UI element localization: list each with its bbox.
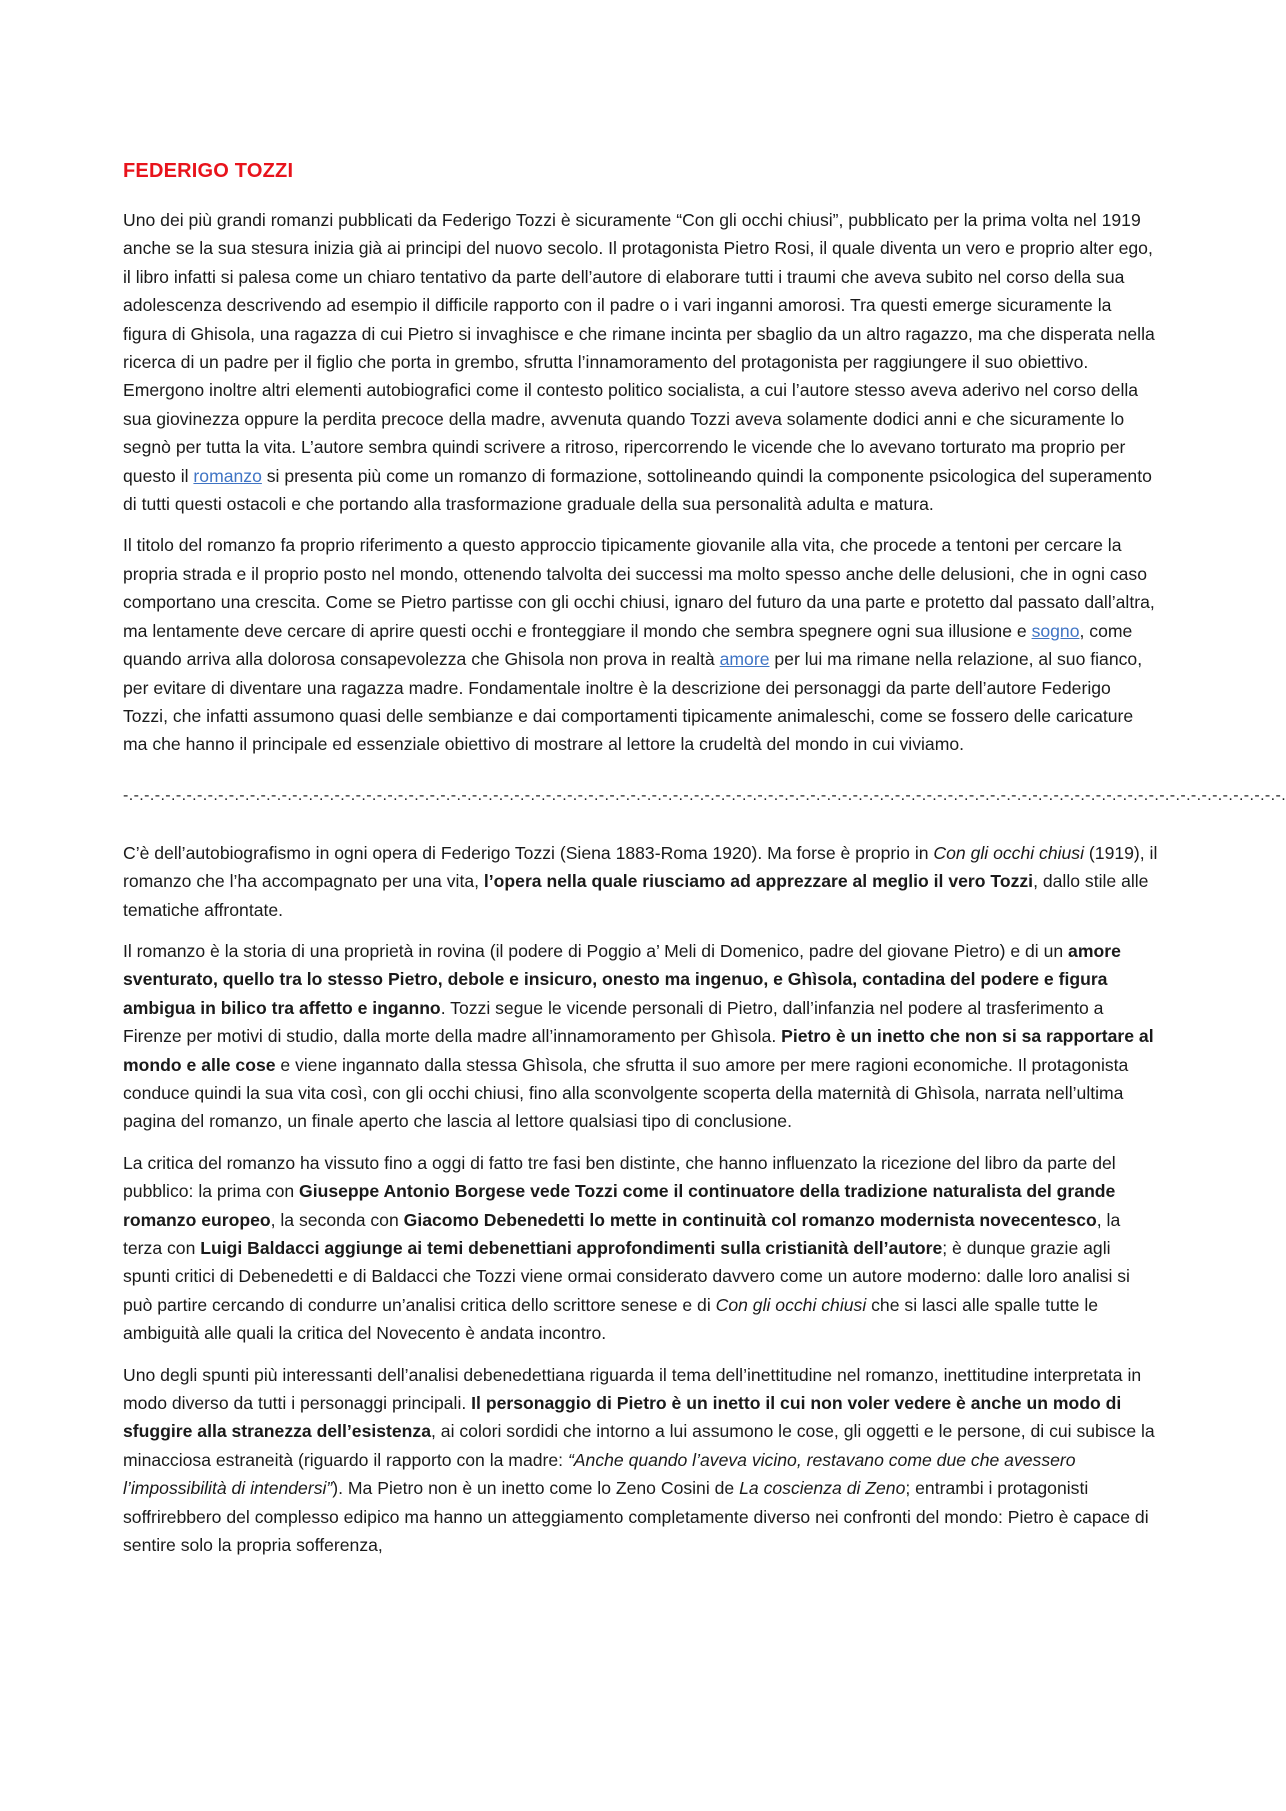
bold-text: Il personaggio di Pietro è un inetto il cui non voler vedere è anche un modo di sfuggire alla stranezza dell’esistenza (123, 1393, 1122, 1442)
text-span: , la seconda con (270, 1209, 404, 1230)
text-span: che si lasci alle spalle tutte le ambiguità alle quali la critica del Novecento è andata incontro. (123, 1294, 1099, 1344)
text-span: Uno degli spunti più interessanti dell’analisi debenedettiana riguarda il tema dell’inettitudine nel romanzo, inettitudine interpretata in modo diverso da tutti i personaggi principali. (123, 1364, 1142, 1414)
text-span: Uno dei più grandi romanzi pubblicati da Federigo Tozzi è sicuramente “Con gli occhi chiusi”, pubblicato per la prima volta nel 1919 anche se la sua stesura inizia già ai principi del nuovo secolo. Il protagonista Pietro Rosi, il quale diventa un vero e proprio alter ego, il libro infatti si palesa come un chiaro tentativo da parte dell’autore di elaborare tutti i traumi che aveva subito nel corso della sua adolescenza descrivendo ad esempio il difficile rapporto con il padre o i vari inganni amorosi. Tra questi emerge sicuramente la figura di Ghisola, una ragazza di cui Pietro si invaghisce e che rimane incinta per sbaglio da un altro ragazzo, ma che disperata nella ricerca di un padre per il figlio che porta in grembo, sfrutta l’innamoramento del protagonista per raggiungere il suo obiettivo. Emergono inoltre altri elementi autobiografici come il contesto politico socialista, a cui l’autore stesso aveva aderivo nel corso della sua giovinezza oppure la perdita precoce della madre, avvenuta quando Tozzi aveva solamente dodici anni e che sicuramente lo segnò per tutta la vita. L’autore sembra quindi scrivere a ritroso, ripercorrendo le vicende che lo avevano torturato ma proprio per questo il (123, 210, 1155, 486)
italic-quote: “Anche quando l’aveva vicino, restavano come due che avessero l’impossibilità di intendersi” (123, 1449, 1076, 1499)
paragraph-1 (123, 206, 1159, 518)
paragraph-6 (123, 1361, 1159, 1560)
link-romanzo[interactable]: romanzo (193, 465, 262, 486)
bold-text: Luigi Baldacci aggiunge ai temi debenettiani approfondimenti sulla cristianità dell’autore (200, 1238, 943, 1258)
paragraph-3 (123, 839, 1159, 924)
paragraph-5 (123, 1149, 1159, 1348)
link-sogno[interactable]: sogno (1031, 620, 1080, 641)
bold-text: Pietro è un inetto che non si sa rapportare al mondo e alle cose (123, 1026, 1154, 1075)
italic-title: La coscienza di Zeno (739, 1478, 906, 1499)
text-span: , la terza con (123, 1209, 1121, 1258)
paragraph-2 (123, 531, 1159, 758)
text-span: Il romanzo è la storia di una proprietà in rovina (il podere di Poggio a’ Meli di Domenico, padre del giovane Pietro) e di un (123, 940, 1069, 961)
text-span: , ai colori sordidi che intorno a lui assumono le cose, gli oggetti e le persone, di cui subisce la minacciosa estraneità (riguardo il rapporto con la madre: (123, 1421, 1155, 1470)
text-span: ; è dunque grazie agli spunti critici di Debenedetti e di Baldacci che Tozzi viene ormai considerato davvero come un autore moderno: dalle loro analisi si può partire cercando di condurre un’analisi critica dello scrittore senese e di (123, 1238, 1130, 1315)
text-span: . Tozzi segue le vicende personali di Pietro, dall’infanzia nel podere al trasferimento a Firenze per motivi di studio, dalla morte della madre all’innamoramento per Ghìsola. (123, 997, 1104, 1047)
bold-text: Giuseppe Antonio Borgese vede Tozzi come il continuatore della tradizione naturalista del grande romanzo europeo (123, 1181, 1116, 1230)
text-span: ). Ma Pietro non è un inetto come lo Zeno Cosini de (332, 1478, 740, 1499)
text-span: , dallo stile alle tematiche affrontate. (123, 871, 1149, 920)
bold-text: Giacomo Debenedetti lo mette in continuità col romanzo modernista novecentesco (403, 1209, 1097, 1230)
text-span: C’è dell’autobiografismo in ogni opera di Federigo Tozzi (Siena 1883-Roma 1920). Ma forse è proprio in (123, 842, 934, 863)
italic-title: Con gli occhi chiusi (933, 842, 1085, 863)
bold-text: l’opera nella quale riusciamo ad apprezzare al meglio il vero Tozzi (483, 871, 1034, 892)
text-span: , come quando arriva alla dolorosa consapevolezza che Ghisola non prova in realtà (123, 620, 1133, 670)
text-span: e viene ingannato dalla stessa Ghìsola, che sfrutta il suo amore per mere ragioni economiche. Il protagonista conduce quindi la sua vita così, con gli occhi chiusi, fino alla sconvolgente scoperta della maternità di Ghìsola, narrata nell’ultima pagina del romanzo, un finale aperto che lascia al lettore qualsiasi tipo di conclusione. (123, 1054, 1129, 1132)
text-span: ; entrambi i protagonisti soffrirebbero del complesso edipico ma hanno un atteggiamento completamente diverso nei confronti del mondo: Pietro è capace di sentire solo la propria sofferenza, (123, 1478, 1149, 1556)
section-divider: -.-.-.-.-.-.-.-.-.-.-.-.-.-.-.-.-.-.-.-.-.-.-.-.-.-.-.-.-.-.-.-.-.-.-.-.-.-.-.-.-.-.-.-.-.-.-.-.-.-.-.-.-.-.-.-.-.-.-.-.-.-.-.-.-.-.-.-.-.-.-.-.-.-.-.-.-.-.-.-.-.-.-.-.-.-.-.-.-.-.-.-.-.-.-.-.-.-.-.-.-.-.-.-.-.-.-.-.-.-. (123, 786, 1286, 804)
paragraph-4 (123, 937, 1159, 1136)
link-amore[interactable]: amore (719, 649, 770, 670)
text-span: La critica del romanzo ha vissuto fino a oggi di fatto tre fasi ben distinte, che hanno influenzato la ricezione del libro da parte del pubblico: la prima con (123, 1152, 1116, 1202)
text-span: per lui ma rimane nella relazione, al suo fianco, per evitare di diventare una ragazza madre. Fondamentale inoltre è la descrizione dei personaggi da parte dell’autore Federigo Tozzi, che infatti assumono quasi delle sembianze e dai comportamenti tipicamente animaleschi, come se fossero delle caricature ma che hanno il principale ed essenziale obiettivo di mostrare al lettore la crudeltà del mondo in cui viviamo. (123, 649, 1143, 755)
text-span: (1919), il romanzo che l’ha accompagnato per una vita, (123, 842, 1158, 892)
text-span: si presenta più come un romanzo di formazione, sottolineando quindi la componente psicologica del superamento di tutti questi ostacoli e che portando alla trasformazione graduale della sua personalità adulta e matura. (123, 465, 1152, 515)
document-title: FEDERIGO TOZZI (123, 160, 294, 182)
text-span: Il titolo del romanzo fa proprio riferimento a questo approccio tipicamente giovanile alla vita, che procede a tentoni per cercare la propria strada e il proprio posto nel mondo, ottenendo talvolta dei successi ma molto spesso anche delle delusioni, che in ogni caso comportano una crescita. Come se Pietro partisse con gli occhi chiusi, ignaro del futuro da una parte e protetto dal passato dall’altra, ma lentamente deve cercare di aprire questi occhi e fronteggiare il mondo che sembra spegnere ogni sua illusione e (123, 535, 1155, 641)
bold-text: amore sventurato, quello tra lo stesso Pietro, debole e insicuro, onesto ma ingenuo, e Ghìsola, contadina del podere e figura ambigua in bilico tra affetto e inganno (123, 940, 1121, 1018)
italic-title: Con gli occhi chiusi (715, 1294, 867, 1315)
